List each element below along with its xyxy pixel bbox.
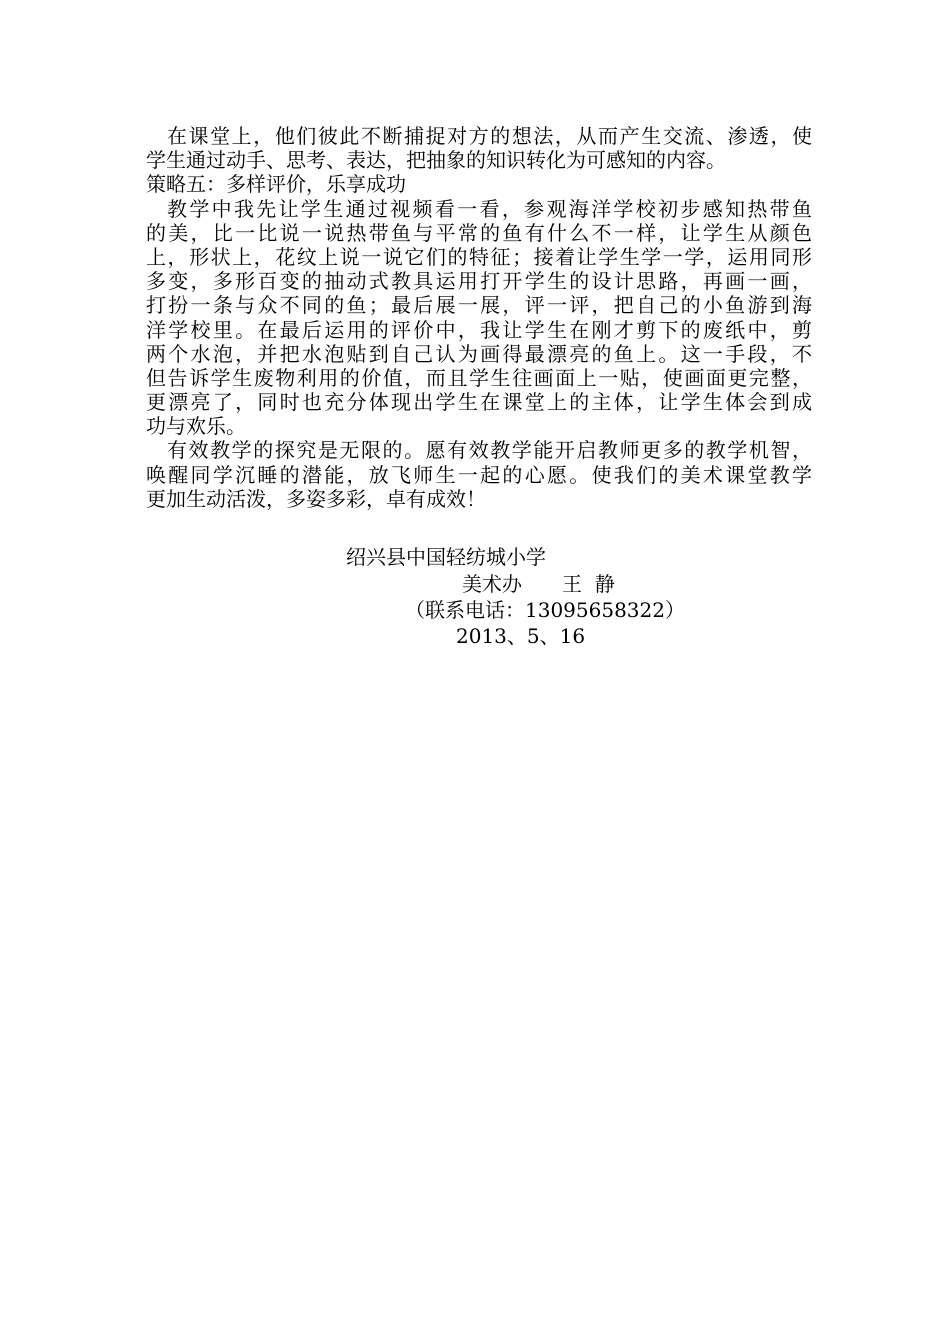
paragraph-2-line-4: 多变，多形百变的抽动式教具运用打开学生的设计思路，再画一画，: [146, 269, 812, 294]
paragraph-1-line-2: 学生通过动手、思考、表达，把抽象的知识转化为可感知的内容。: [146, 148, 726, 173]
paragraph-2-line-5: 打扮一条与众不同的鱼；最后展一展，评一评，把自己的小鱼游到海: [146, 293, 812, 318]
paragraph-2-line-8: 但告诉学生废物利用的价值，而且学生往画面上一贴，使画面更完整，: [146, 365, 812, 390]
signature-school: 绍兴县中国轻纺城小学: [346, 545, 546, 569]
paragraph-2-line-1: 教学中我先让学生通过视频看一看，参观海洋学校初步感知热带鱼: [167, 196, 812, 221]
signature-phone: （联系电话：13095658322）: [405, 598, 685, 622]
paragraph-2-line-10: 功与欢乐。: [146, 414, 246, 439]
paragraph-2-line-6: 洋学校里。在最后运用的评价中，我让学生在刚才剪下的废纸中，剪: [146, 317, 812, 342]
strategy-heading: 策略五：多样评价，乐享成功: [146, 172, 406, 197]
paragraph-3-line-1: 有效教学的探究是无限的。愿有效教学能开启教师更多的教学机智，: [167, 438, 812, 463]
paragraph-1-line-1: 在课堂上，他们彼此不断捕捉对方的想法，从而产生交流、渗透，使: [167, 124, 812, 148]
paragraph-2-line-9: 更漂亮了，同时也充分体现出学生在课堂上的主体，让学生体会到成: [146, 390, 812, 415]
paragraph-2-line-3: 上，形状上，花纹上说一说它们的特征；接着让学生学一学，运用同形: [146, 244, 812, 269]
signature-department-line: [462, 572, 615, 596]
signature-author: 王 静: [562, 572, 615, 596]
paragraph-3-line-2: 唤醒同学沉睡的潜能，放飞师生一起的心愿。使我们的美术课堂教学: [146, 462, 812, 487]
paragraph-3-line-3: 更加生动活泼，多姿多彩，卓有成效！: [146, 486, 486, 511]
paragraph-2-line-7: 两个水泡，并把水泡贴到自己认为画得最漂亮的鱼上。这一手段，不: [146, 341, 812, 366]
signature-department: 美术办: [462, 572, 522, 596]
signature-date: 2013、5、16: [456, 624, 586, 648]
document-body: [146, 124, 812, 511]
paragraph-2-line-2: 的美，比一比说一说热带鱼与平常的鱼有什么不一样，让学生从颜色: [146, 220, 812, 245]
